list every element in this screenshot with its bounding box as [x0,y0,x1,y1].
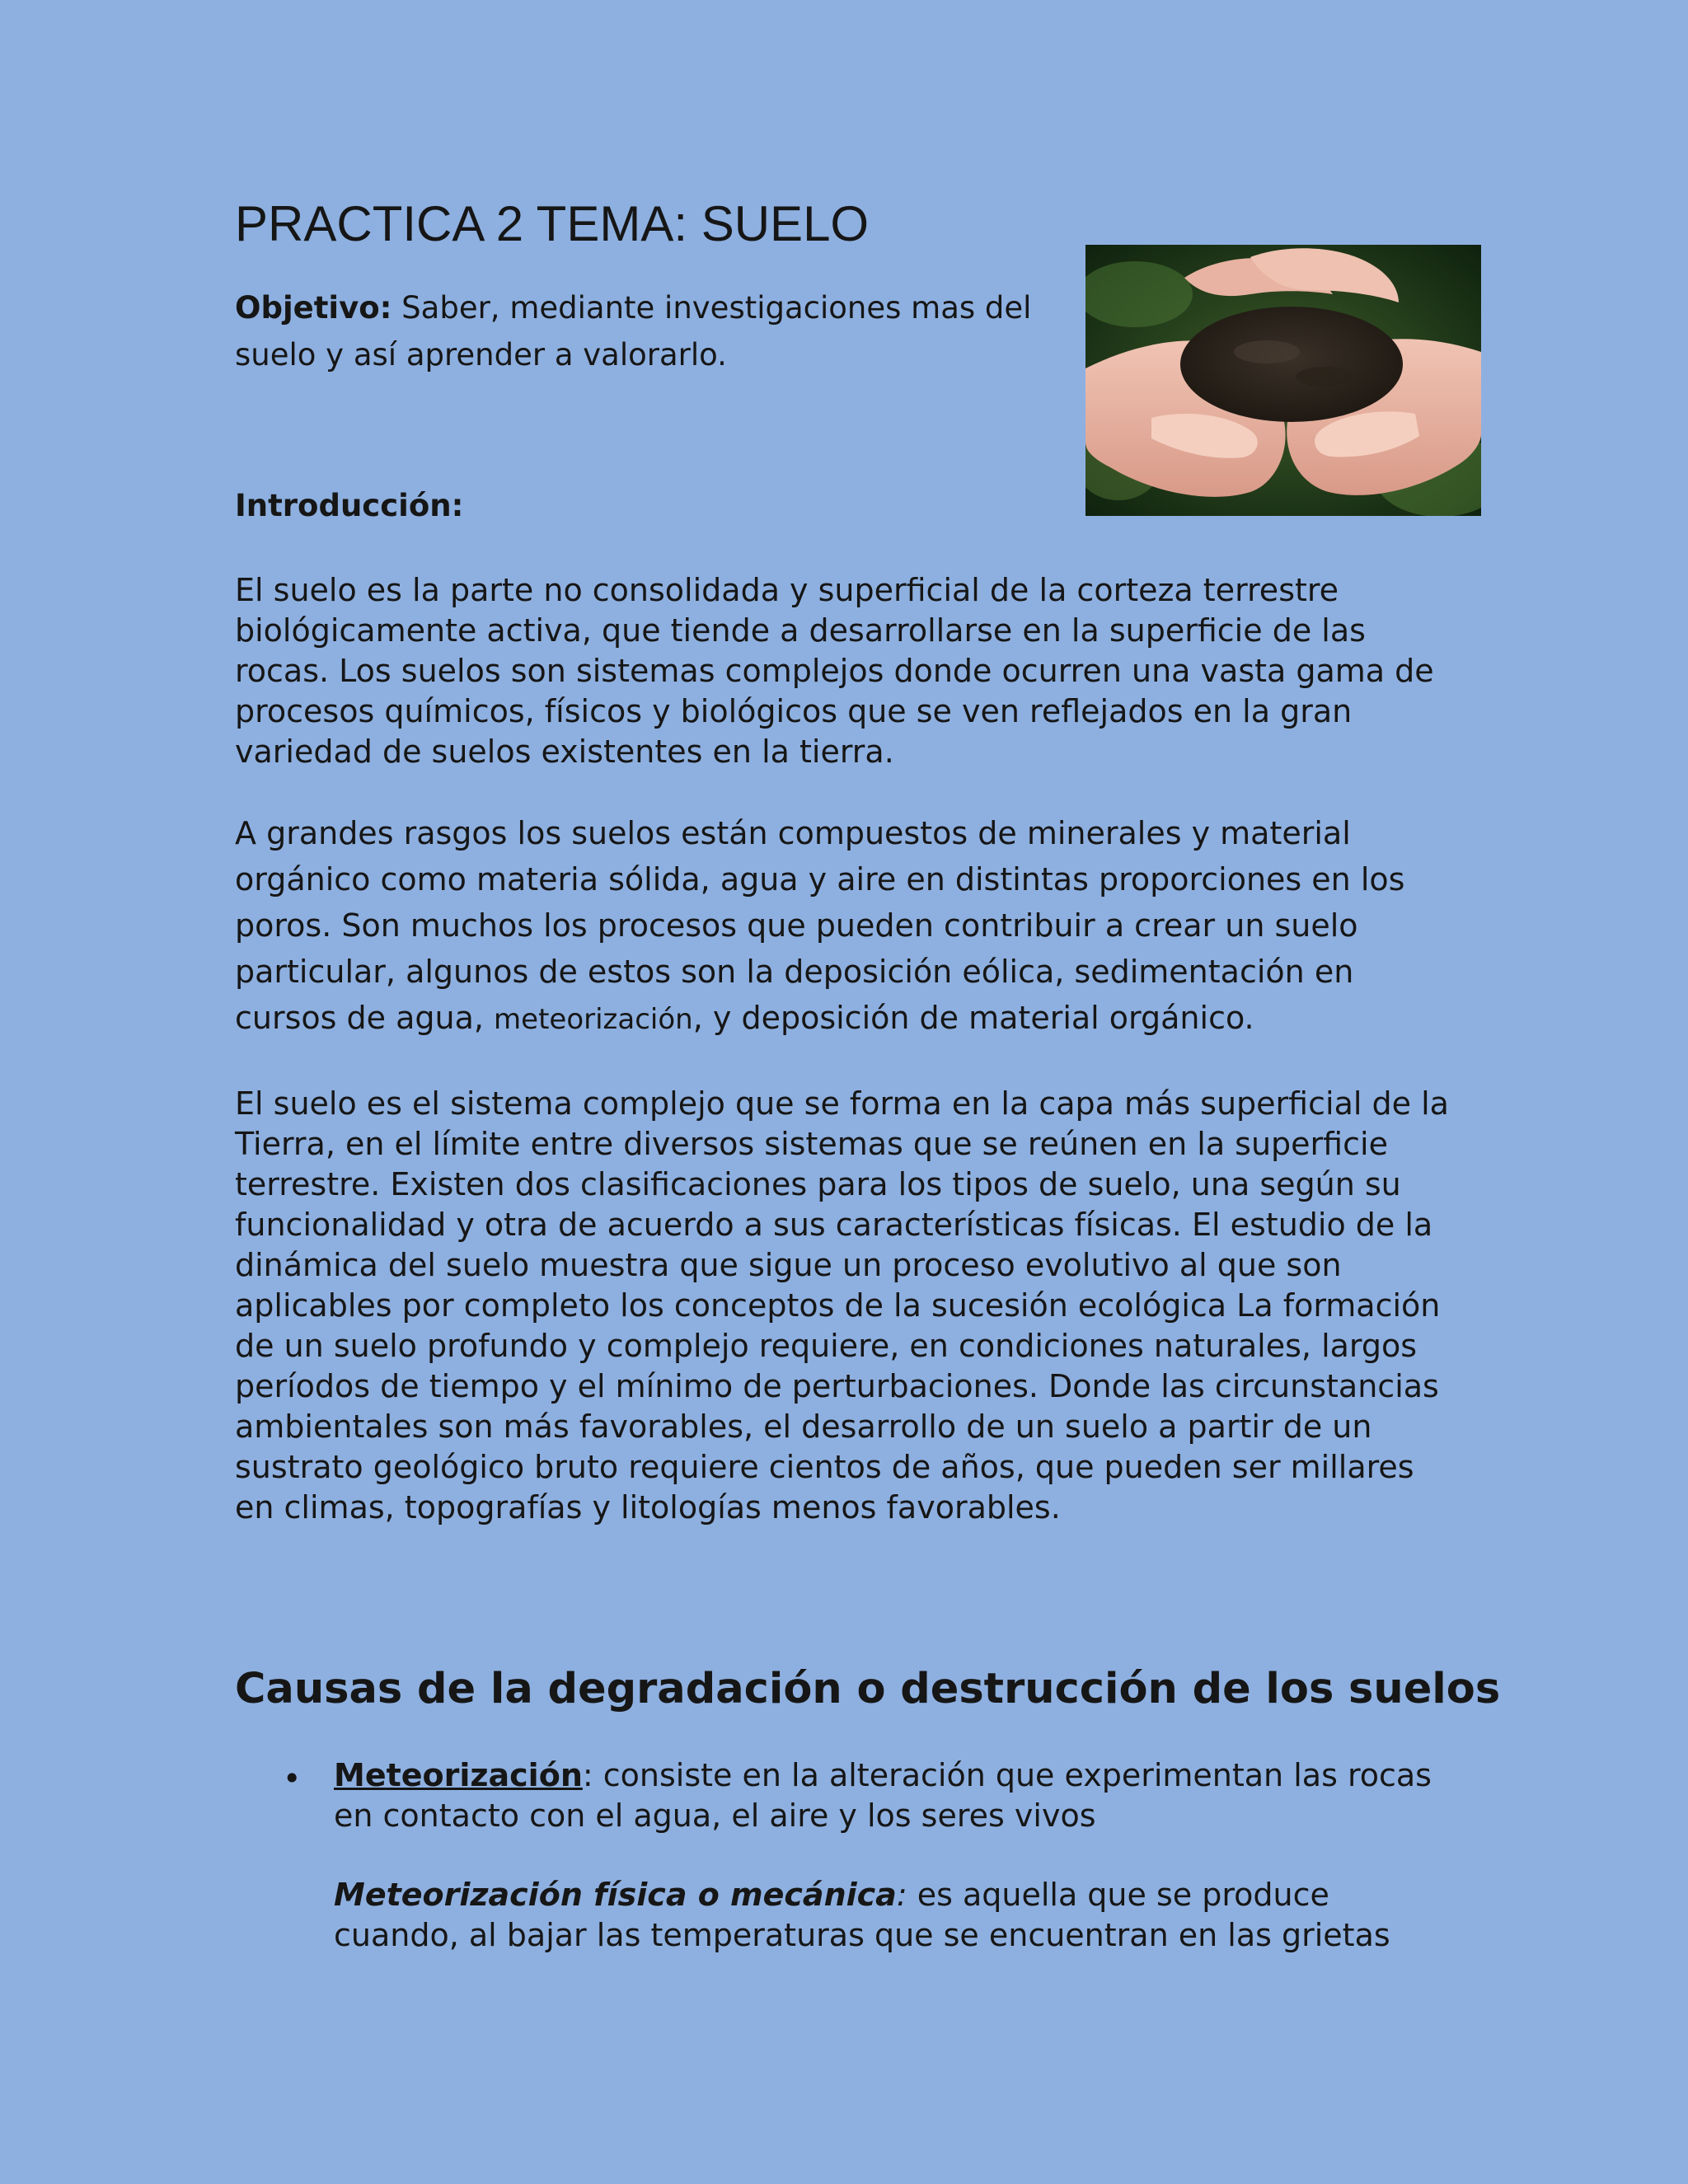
bullet-item-meteorizacion [334,1755,1463,1836]
objective-text: Saber, mediante investigaciones mas del suelo y así aprender a valorarlo. [235,290,1032,373]
objective-label: Objetivo: [235,290,392,326]
objective-paragraph [235,284,1043,378]
paragraph-2-text-a: A grandes rasgos los suelos están compuestos de minerales y material orgánico como materia sólida, agua y aire en distintas proporciones en los poros. Son muchos los procesos que pueden contribuir a crear un suelo particular, algunos de estos son la deposición eólica, sedimentación en cursos de agua, [235,815,1405,1036]
introduction-heading: Introducción: [235,488,464,523]
sub-term: Meteorización física o mecánica [334,1877,897,1913]
paragraph-2-text-small: meteorización [494,1003,693,1036]
paragraph-1: El suelo es la parte no consolidada y superficial de la corteza terrestre biológicamente activa, que tiende a desarrollarse en la superficie de las rocas. Los suelos son sistemas complejos donde ocurren una vasta gama de procesos químicos, físicos y biológicos que se ven reflejados en la gran variedad de suelos existentes en la tierra. [235,572,1434,770]
section-heading: Causas de la degradación o destrucción de los suelos [235,1665,1501,1713]
page-title: PRACTICA 2 TEMA: SUELO [235,196,870,251]
hands-holding-soil-photo [1085,245,1481,516]
paragraph-2 [235,810,1455,1043]
bullet-marker: • [283,1760,302,1797]
bullet-definition: : consiste en la alteración que experimentan las rocas en contacto con el agua, el aire y los seres vivos [334,1757,1432,1834]
paragraph-2-text-b: , y deposición de material orgánico. [692,1000,1254,1036]
sub-colon: : [896,1877,907,1913]
sub-item-meteorizacion-fisica [334,1875,1463,1956]
bullet-term: Meteorización [334,1757,583,1793]
paragraph-3: El suelo es el sistema complejo que se forma en la capa más superficial de la Tierra, en el límite entre diversos sistemas que se reúnen en la superficie terrestre. Existen dos clasificaciones para los tipos de suelo, una según su funcionalidad y otra de acuerdo a sus características físicas. El estudio de la dinámica del suelo muestra que sigue un proceso evolutivo al que son aplicables por completo los conceptos de la sucesión ecológica La formación de un suelo profundo y complejo requiere, en condiciones naturales, largos períodos de tiempo y el mínimo de perturbaciones. Donde las circunstancias ambientales son más favorables, el desarrollo de un suelo a partir de un sustrato geológico bruto requiere cientos de años, que pueden ser millares en climas, topografías y litologías menos favorables. [235,1085,1449,1526]
sub-definition: es aquella que se produce cuando, al bajar las temperaturas que se encuentran en las grietas [334,1877,1390,1953]
